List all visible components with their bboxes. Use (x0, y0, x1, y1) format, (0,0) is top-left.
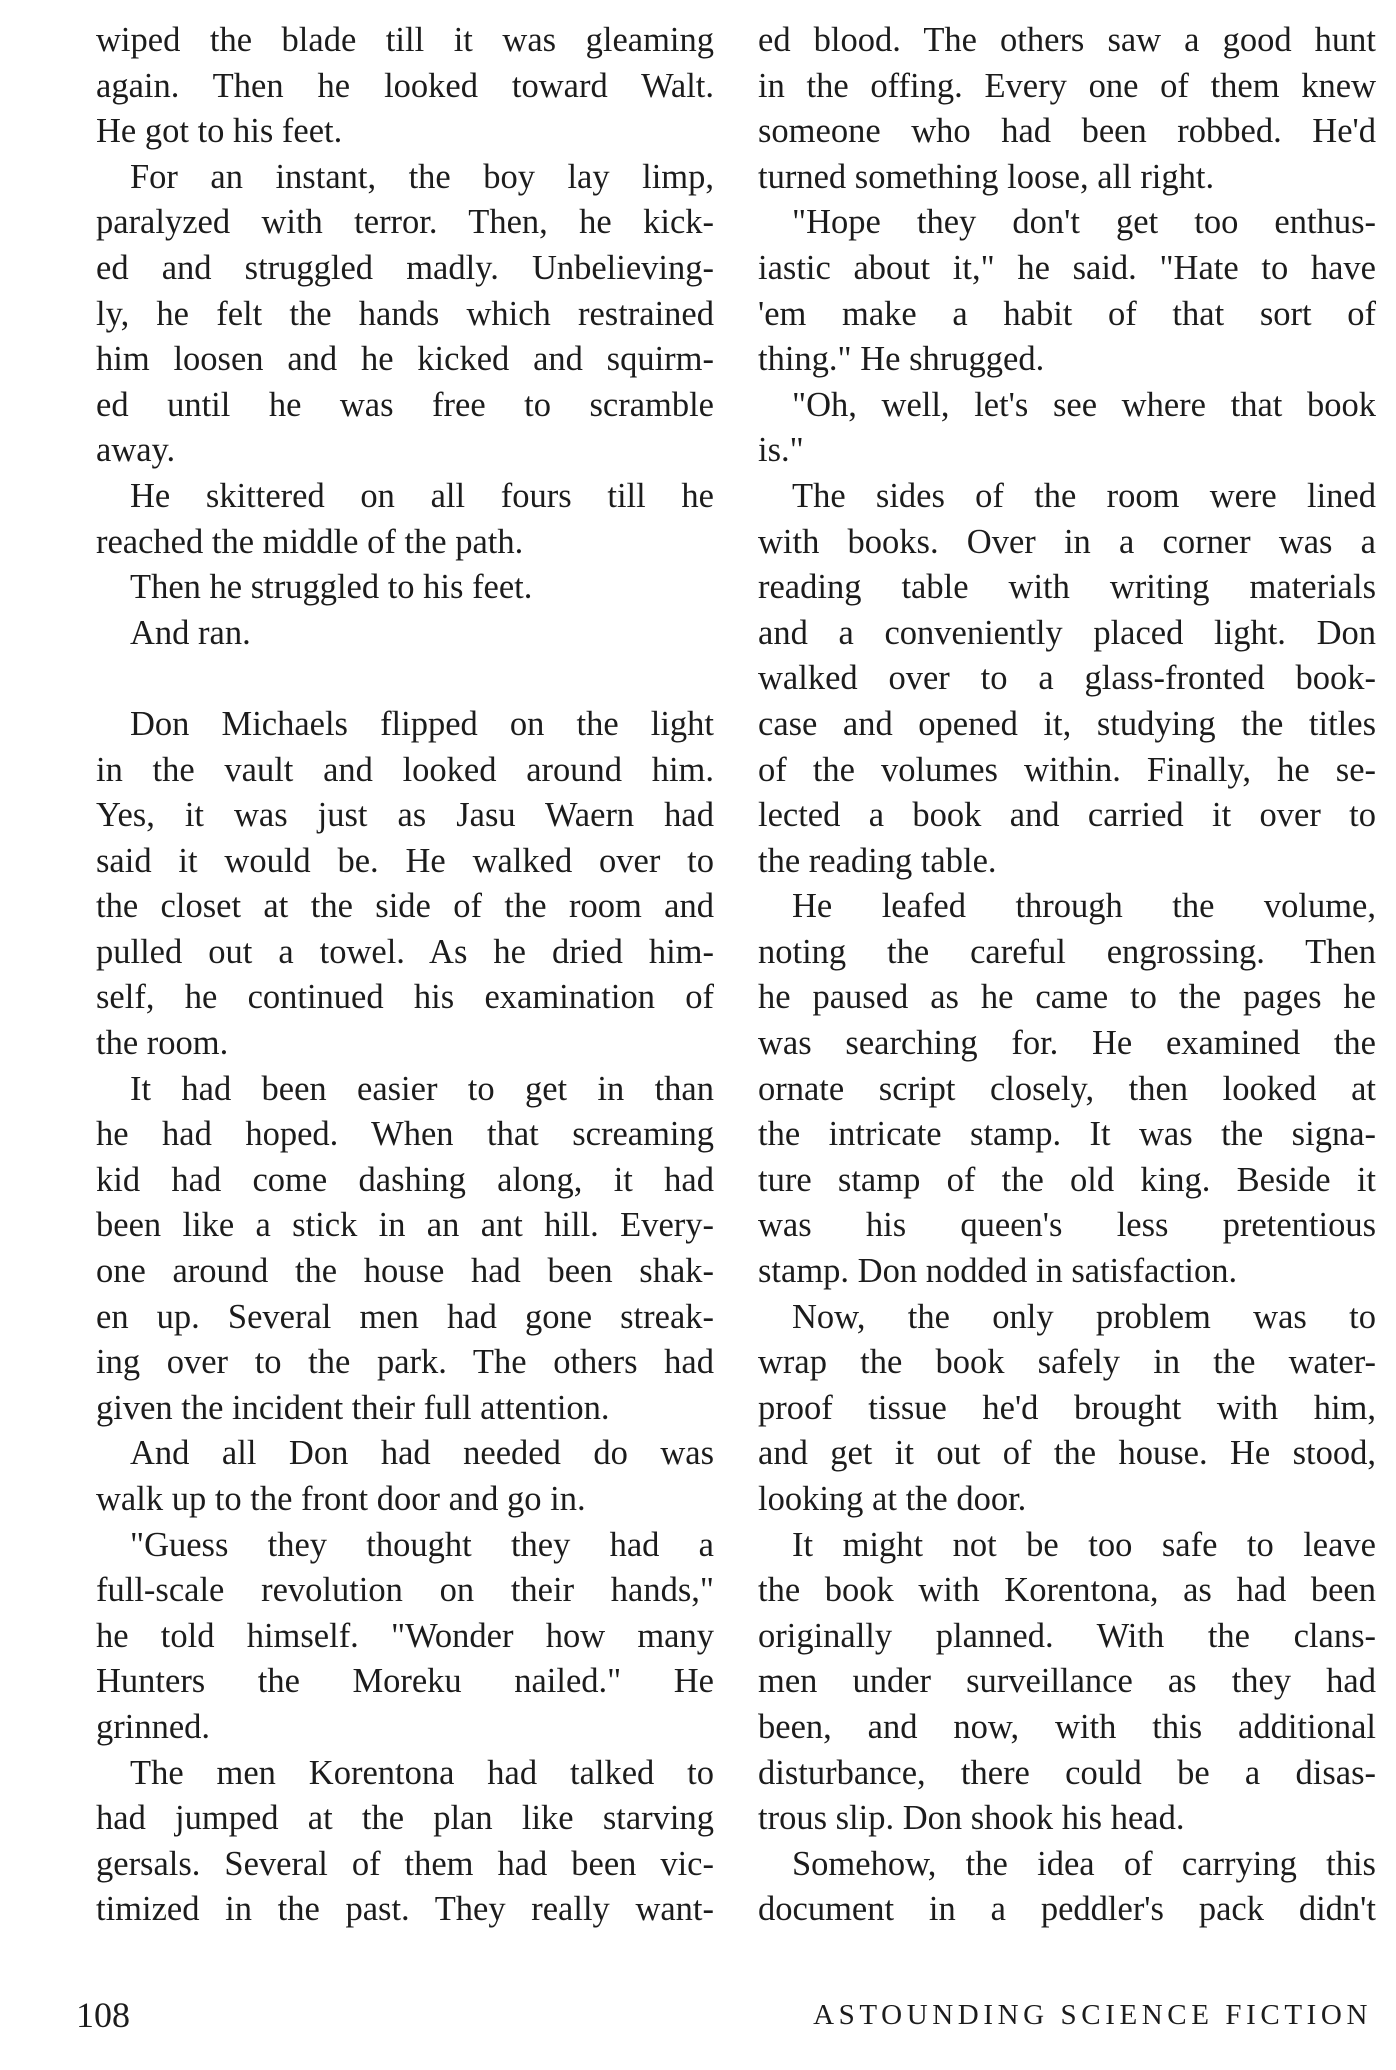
text-line: gersals. Several of them had been vic- (96, 1844, 714, 1883)
text-line: And ran. (130, 613, 251, 652)
text-line: said it would be. He walked over to (96, 841, 714, 880)
text-line: self, he continued his examination of (96, 978, 714, 1017)
text-line: document in a peddler's pack didn't (758, 1890, 1376, 1929)
text-line: ed and struggled madly. Unbelieving- (96, 248, 714, 287)
text-line: ed blood. The others saw a good hunt (758, 21, 1376, 59)
text-line: Yes, it was just as Jasu Waern had (96, 796, 714, 835)
text-line: ly, he felt the hands which restrained (96, 294, 714, 333)
text-line: The men Korentona had talked to (130, 1753, 714, 1792)
text-line: been, and now, with this additional (758, 1707, 1376, 1746)
text-line: ture stamp of the old king. Beside it (758, 1160, 1376, 1199)
text-line: "Oh, well, let's see where that book (792, 385, 1376, 424)
text-line: noting the careful engrossing. Then (758, 932, 1376, 971)
text-line: timized in the past. They really want- (96, 1890, 714, 1929)
text-line: stamp. Don nodded in satisfaction. (758, 1252, 1238, 1291)
text-line: proof tissue he'd brought with him, (758, 1388, 1376, 1427)
text-line: men under surveillance as they had (758, 1662, 1376, 1701)
text-line: been like a stick in an ant hill. Every- (96, 1206, 714, 1245)
text-line: given the incident their full attention. (96, 1388, 610, 1427)
text-line: iastic about it," he said. "Hate to have (758, 248, 1376, 287)
text-line: Don Michaels flipped on the light (130, 704, 714, 743)
text-line: en up. Several men had gone streak- (96, 1297, 714, 1336)
text-line: the room. (96, 1024, 229, 1063)
text-line: Then he struggled to his feet. (130, 568, 533, 607)
text-line: he had hoped. When that screaming (96, 1115, 714, 1154)
text-line: in the offing. Every one of them knew (758, 66, 1376, 105)
text-line: ornate script closely, then looked at (758, 1069, 1376, 1108)
text-line: kid had come dashing along, it had (96, 1160, 714, 1199)
text-line: grinned. (96, 1707, 211, 1746)
text-line: was searching for. He examined the (758, 1024, 1376, 1063)
text-line: The sides of the room were lined (792, 476, 1376, 515)
text-line: "Hope they don't get too enthus- (792, 203, 1376, 242)
text-line: the closet at the side of the room and (96, 887, 714, 926)
text-line: It had been easier to get in than (130, 1069, 714, 1108)
text-line: Somehow, the idea of carrying this (792, 1844, 1376, 1883)
text-line: one around the house had been shak- (96, 1252, 714, 1291)
text-line: disturbance, there could be a disas- (758, 1753, 1376, 1792)
text-line: He skittered on all fours till he (130, 476, 714, 515)
text-line: originally planned. With the clans- (758, 1616, 1376, 1655)
text-line: is." (758, 431, 804, 470)
text-line: Now, the only problem was to (792, 1297, 1376, 1336)
running-head: ASTOUNDING SCIENCE FICTION (813, 1999, 1372, 2031)
text-line: For an instant, the boy lay limp, (130, 157, 714, 196)
text-line: He got to his feet. (96, 112, 343, 151)
text-line: 'em make a habit of that sort of (758, 294, 1376, 333)
text-line: reading table with writing materials (758, 568, 1376, 607)
text-line: He leafed through the volume, (792, 887, 1376, 926)
text-line: the intricate stamp. It was the signa- (758, 1115, 1376, 1154)
text-line: he told himself. "Wonder how many (96, 1616, 714, 1655)
text-line: trous slip. Don shook his head. (758, 1799, 1185, 1838)
text-line: And all Don had needed do was (130, 1434, 714, 1473)
text-line: of the volumes within. Finally, he se- (758, 750, 1376, 789)
text-line: case and opened it, studying the titles (758, 704, 1376, 743)
text-line: he paused as he came to the pages he (758, 978, 1376, 1017)
text-line: with books. Over in a corner was a (758, 522, 1376, 561)
text-line: pulled out a towel. As he dried him- (96, 932, 714, 971)
text-line: was his queen's less pretentious (758, 1206, 1376, 1245)
text-line: the book with Korentona, as had been (758, 1571, 1376, 1610)
page-number: 108 (76, 1995, 130, 2035)
text-line: again. Then he looked toward Walt. (96, 66, 714, 105)
text-line: "Guess they thought they had a (130, 1525, 714, 1564)
text-line: ed until he was free to scramble (96, 385, 714, 424)
text-line: ing over to the park. The others had (96, 1343, 714, 1382)
text-line: It might not be too safe to leave (792, 1525, 1376, 1564)
text-line: someone who had been robbed. He'd (758, 112, 1376, 151)
text-line: him loosen and he kicked and squirm- (96, 340, 714, 379)
text-line: had jumped at the plan like starving (96, 1799, 714, 1838)
text-line: looking at the door. (758, 1480, 1027, 1518)
text-line: walked over to a glass-fronted book- (758, 659, 1376, 698)
text-line: away. (96, 431, 176, 470)
text-line: wrap the book safely in the water- (758, 1343, 1376, 1382)
text-line: full-scale revolution on their hands," (96, 1571, 714, 1610)
left-text-column (96, 18, 714, 1933)
text-line: reached the middle of the path. (96, 522, 524, 561)
text-line: and a conveniently placed light. Don (758, 613, 1376, 652)
text-line: turned something loose, all right. (758, 157, 1215, 196)
text-line: lected a book and carried it over to (758, 796, 1376, 835)
text-line: in the vault and looked around him. (96, 750, 714, 789)
text-line: paralyzed with terror. Then, he kick- (96, 203, 714, 242)
text-line: the reading table. (758, 841, 997, 880)
text-line: Hunters the Moreku nailed." He (96, 1662, 714, 1701)
right-text-column (758, 18, 1376, 1933)
text-line: walk up to the front door and go in. (96, 1480, 586, 1518)
text-line: thing." He shrugged. (758, 340, 1045, 379)
text-line: and get it out of the house. He stood, (758, 1434, 1376, 1473)
text-line: wiped the blade till it was gleaming (96, 21, 714, 59)
